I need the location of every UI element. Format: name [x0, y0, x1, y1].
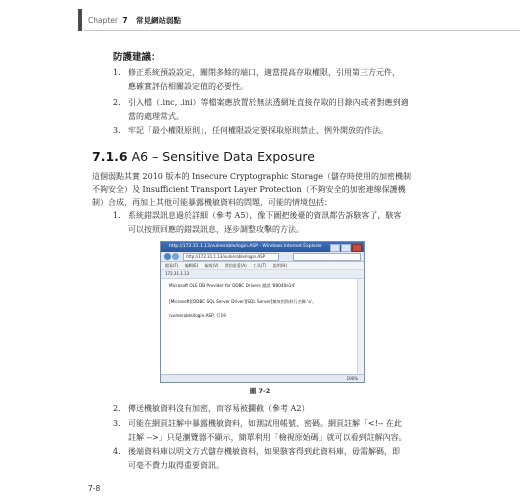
menu-item: 工具(T): [252, 263, 267, 268]
item-line: 後端資料庫以明文方式儲存機敏資料，如果駭客得到此資料庫，毋需解碼，即: [128, 447, 400, 456]
chapter-title: 常見網站弱點: [136, 16, 181, 25]
zoom-level: 100%: [346, 376, 358, 381]
menu-item: 說明(H): [272, 263, 287, 268]
page-content: [161, 279, 358, 375]
section-name: A6 – Sensitive Data Exposure: [131, 149, 315, 164]
address-field: http://172.31.1.13/vulnerable/login.ASP: [183, 253, 279, 261]
section-number: 7.1.6: [92, 149, 128, 164]
figure-caption: 圖 7-2: [249, 387, 271, 395]
item-line: 傳送機敏資料沒有加密，而容易被攔截（參考 A2）: [128, 404, 310, 413]
window-title: http://172.31.1.13/vulnerable/login.ASP - Windows Internet Explorer: [169, 244, 322, 249]
header-rule: [84, 30, 520, 31]
item-number: 3.: [113, 126, 121, 135]
close-icon: [352, 244, 362, 252]
page-number: 7-8: [88, 484, 101, 493]
minimize-icon: [330, 244, 340, 252]
intro-paragraph: [92, 170, 414, 209]
prevention-title: 防護建議：: [113, 52, 161, 63]
item-number: 2.: [113, 404, 121, 413]
item-line: 可能在網頁註解中暴露機敏資料，如測試用帳號、密碼。網頁註解「<!-- 在此: [128, 419, 402, 428]
intro-line: 這個弱點其實 2010 版本的 Insecure Cryptographic Storage（儲存時使用的加密機制: [92, 172, 412, 181]
address-bar: [161, 252, 364, 262]
intro-line: 制）合成，再加上其他可能暴露機敏資料的問題，可能的情境包括：: [92, 198, 332, 207]
item-line: 系統錯誤訊息過於詳細（參考 A5），像下圖把後臺的資訊都告訴駭客了，駭客: [128, 211, 402, 220]
menu-item: 檢視(V): [204, 263, 219, 268]
item-line: 牢記「最小權限原則」，任何權限設定要採取原則禁止、例外開放的作法。: [128, 126, 388, 135]
forward-icon: [172, 253, 179, 260]
chapter-marker-bar: [78, 9, 82, 31]
menu-bar: [161, 262, 364, 270]
item-number: 2.: [113, 98, 121, 107]
item-line: 應確實評估相關設定值的必要性。: [128, 82, 248, 91]
item-line: 修正系統預設設定，關閉多餘的端口，適當提高存取權限，引用第三方元件，: [128, 68, 400, 77]
item-line: 當的處理常式。: [128, 112, 184, 121]
error-line: Microsoft OLE DB Provider for ODBC Drivers 錯誤 '80040e14': [169, 283, 296, 288]
item-number: 1.: [113, 68, 121, 77]
error-line: [Microsoft][ODBC SQL Server Driver][SQL Server]無效的資料行名稱 'a'。: [169, 299, 317, 304]
item-number: 3.: [113, 419, 121, 428]
menu-item: 檔案(F): [165, 263, 179, 268]
item-line: 引入檔（.inc, .ini）等檔案應放置於無法透網址直接存取的目錄內或者對應到適: [128, 98, 409, 107]
window-titlebar: [161, 242, 364, 252]
chapter-word: Chapter: [88, 16, 118, 25]
item-number: 4.: [113, 447, 121, 456]
item-line: 可以按照回應的錯誤訊息，逐步調整攻擊的方法。: [128, 225, 304, 234]
browser-screenshot: [160, 241, 365, 383]
tab-bar: [161, 270, 364, 279]
error-line: /vulnerable/login.ASP, 行19: [169, 313, 226, 318]
back-icon: [164, 253, 171, 260]
menu-item: 編輯(E): [184, 263, 199, 268]
intro-line: 不夠安全）及 Insufficient Transport Layer Protection（不夠安全的加密連線保護機: [92, 185, 406, 194]
tab-label: 172.31.1.13: [165, 271, 190, 276]
status-bar: [161, 374, 364, 382]
maximize-icon: [341, 244, 351, 252]
running-header: [88, 15, 181, 26]
chapter-number: 7: [122, 16, 128, 25]
vertical-scrollbar: [357, 279, 364, 375]
item-line: 可毫不費力取得重要資訊。: [128, 461, 224, 470]
section-heading: [92, 149, 315, 164]
menu-item: 我的最愛(A): [224, 263, 247, 268]
item-number: 1.: [113, 211, 121, 220]
item-line: 註解 -->」只是瀏覽器不顯示，簡單利用「檢視原始碼」就可以看到註解內容。: [128, 433, 407, 442]
search-field: [293, 253, 361, 261]
